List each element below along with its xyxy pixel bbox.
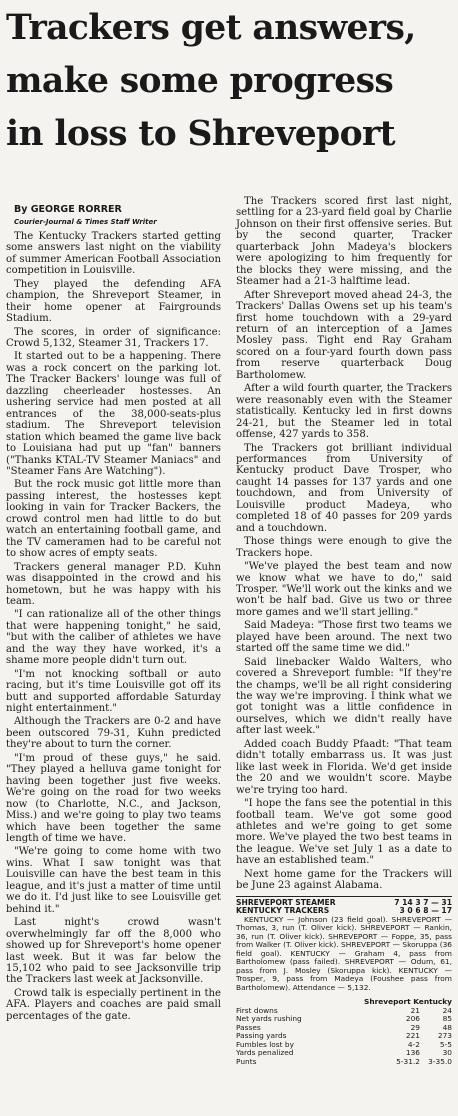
article-paragraph: Said Madeya: "Those first two teams we played have been around. The next two started off the same time we did."	[236, 620, 452, 655]
stat-shreveport: 21	[410, 1005, 420, 1015]
stat-row	[236, 1058, 452, 1067]
stat-label: Fumbles lost by	[236, 1039, 294, 1049]
stat-label: Net yards rushing	[236, 1014, 302, 1024]
score-team: SHREVEPORT STEAMER	[236, 897, 336, 907]
article-paragraph: The Kentucky Trackers started getting some answers last night on the viability of summer American Football Association competition in Louisville.	[6, 230, 221, 277]
stat-kentucky: 273	[437, 1031, 452, 1041]
scoring-summary: KENTUCKY — Johnson (23 field goal). SHREVEPORT — Thomas, 3, run (T. Oliver kick). SHREVEPORT — Rankin, 36, run (T. Oliver kick). SHREVEPORT — Foppe, 35, pass from Walker (T. Oliver kick). SHREVEPORT — Skoruppa (36 field goal). KENTUCKY — Graham 4, pass from Bartholomew (pass failed). SHREVEPORT — Odum, 61, pass from J. Mosley (Skoruppa kick). KENTUCKY — Trosper, 9, pass from Madeya (Foushee pass from Bartholomew). Attendance — 5,132.	[236, 914, 452, 992]
article-paragraph: The Trackers got brilliant individual performances from University of Kentucky product Dave Trosper, who caught 14 passes for 137 yards and one touchdown, and from University of Louisville product Madeya, who completed 18 of 40 passes for 209 yards and a touchdown.	[236, 442, 452, 534]
stat-kentucky: 5-5	[439, 1039, 452, 1049]
article-body-left	[6, 231, 221, 1022]
article-paragraph: Last night's crowd wasn't overwhelmingly far off the 8,000 who showed up for Shreveport's home opener last week. But it was far below the 15,102 who paid to see Jacksonville trip the Trackers last week at Jacksonville.	[6, 917, 221, 986]
box-score	[236, 896, 452, 1067]
stat-kentucky: 24	[442, 1005, 452, 1015]
article-paragraph: Crowd talk is especially pertinent in the AFA. Players and coaches are paid small percentages of the gate.	[6, 987, 221, 1022]
stat-shreveport: 221	[405, 1031, 420, 1041]
stat-shreveport: 206	[405, 1014, 420, 1024]
stat-shreveport: 4-2	[407, 1039, 420, 1049]
article-paragraph: After a wild fourth quarter, the Trackers were reasonably even with the Steamer statistically. Kentucky led in first downs 24-21, but the Steamer led in total offense, 427 yards to 358.	[236, 383, 452, 441]
article-paragraph: They played the defending AFA champion, the Shreveport Steamer, in their home opener at Fairgrounds Stadium.	[6, 278, 221, 325]
article-paragraph: Although the Trackers are 0-2 and have been outscored 79-31, Kuhn predicted they're about to turn the corner.	[6, 716, 221, 751]
article-paragraph: "We're going to come home with two wins. What I saw tonight was that Louisville can have the best team in this league, and it's just a matter of time until we do it. I'd just like to see Louisville get behind it."	[6, 846, 221, 915]
article-paragraph: Added coach Buddy Pfaadt: "That team didn't totally embarrass us. It was just like last week in Florida. We'd get inside the 20 and we wouldn't score. Maybe we're trying too hard.	[236, 738, 452, 796]
byline-credit: Courier-Journal & Times Staff Writer	[14, 218, 157, 227]
headline-line-2: make some progress	[6, 61, 394, 101]
stat-label: First downs	[236, 1005, 278, 1015]
article-paragraph: Next home game for the Trackers will be June 23 against Alabama.	[236, 868, 452, 892]
article-paragraph: After Shreveport moved ahead 24-3, the Trackers' Dallas Owens set up his team's first home touchdown with a 29-yard return of an interception of a James Mosley pass. Tight end Ray Graham scored on a four-yard fourth down pass from reserve quarterback Doug Bartholomew.	[236, 289, 452, 381]
stats-table	[236, 1007, 452, 1067]
article-paragraph: It started out to be a happening. There was a rock concert on the parking lot. The Tracker Backers' lounge was full of dazzling cheerleader hostesses. An ushering service had men posted at all entrances of the 38,000-seats-plus stadium. The Shreveport television station which beamed the game live back to Louisiana had put up "fan" banners ("Thanks KTAL-TV Steamer Maniacs" and "Steamer Fans Are Watching").	[6, 351, 221, 477]
article-column-left	[6, 204, 221, 1024]
headline	[6, 2, 452, 161]
stat-kentucky: 48	[442, 1022, 452, 1032]
stat-kentucky: 3-35.0	[428, 1056, 452, 1066]
article-paragraph: But the rock music got little more than passing interest, the hostesses kept looking in vain for Tracker Backers, the crowd control men had little to do but watch an entertaining football game, and the TV cameramen had to be careful not to show acres of empty seats.	[6, 479, 221, 560]
article-paragraph: Said linebacker Waldo Walters, who covered a Shreveport fumble: "If they're the champs, we'll be all right considering the way we're improving. I think what we got tonight was a little confidence in ourselves, which we didn't really have after last week."	[236, 656, 452, 737]
article-body-right	[236, 196, 452, 892]
byline: By GEORGE RORRER	[14, 204, 122, 215]
stat-kentucky: 30	[442, 1048, 452, 1058]
article-column-right	[236, 196, 452, 1066]
article-paragraph: The scores, in order of significance: Crowd 5,132, Steamer 31, Trackers 17.	[6, 326, 221, 349]
stat-shreveport: 136	[405, 1048, 420, 1058]
article-paragraph: "We've played the best team and now we know what we have to do," said Trosper. "We'll work out the kinks and we won't be half bad. Give us two or three more games and we'll start jelling."	[236, 561, 452, 618]
article-paragraph: "I'm not knocking softball or auto racing, but it's time Louisville got off its butt and supported affordable Saturday night entertainment."	[6, 668, 221, 715]
stats-header: Shreveport Kentucky	[364, 997, 452, 1007]
headline-line-1: Trackers get answers,	[6, 8, 416, 48]
stat-label: Passes	[236, 1022, 261, 1032]
article-paragraph: Those things were enough to give the Trackers hope.	[236, 536, 452, 559]
score-team: KENTUCKY TRACKERS	[236, 906, 330, 916]
stat-shreveport: 29	[410, 1022, 420, 1032]
score-line: 7 14 3 7 — 31	[394, 897, 452, 907]
stat-label: Yards penalized	[236, 1048, 294, 1058]
score-line: 3 0 6 8 — 17	[399, 906, 452, 916]
stat-label: Passing yards	[236, 1031, 287, 1041]
stat-kentucky: 85	[442, 1014, 452, 1024]
article-paragraph: Trackers general manager P.D. Kuhn was disappointed in the crowd and his hometown, but he was happy with his team.	[6, 561, 221, 607]
article-paragraph: "I'm proud of these guys," he said. "They played a helluva game tonight for having been together just five weeks. We're going on the road for two weeks now (to Charlotte, N.C., and Jackson, Miss.) and we're going to play two teams which have been together the same length of time we have.	[6, 752, 221, 845]
article-paragraph: The Trackers scored first last night, settling for a 23-yard field goal by Charlie Johnson on their first offensive series. But by the second quarter, Tracker quarterback John Madeya's blockers were apologizing to him frequently for the blocks they were missing, and the Steamer had a 21-3 halftime lead.	[236, 196, 452, 288]
stat-shreveport: 5-31.2	[396, 1056, 420, 1066]
stat-label: Punts	[236, 1056, 257, 1066]
headline-line-3: in loss to Shreveport	[6, 114, 395, 154]
article-paragraph: "I hope the fans see the potential in this football team. We've got some good athletes and we're going to get some more. We've played the two best teams in the league. We've set July 1 as a date to have an established team."	[236, 798, 452, 867]
article-paragraph: "I can rationalize all of the other things that were happening tonight," he said, "but with the caliber of athletes we have and the way they have worked, it's a shame more people didn't turn out.	[6, 609, 221, 667]
